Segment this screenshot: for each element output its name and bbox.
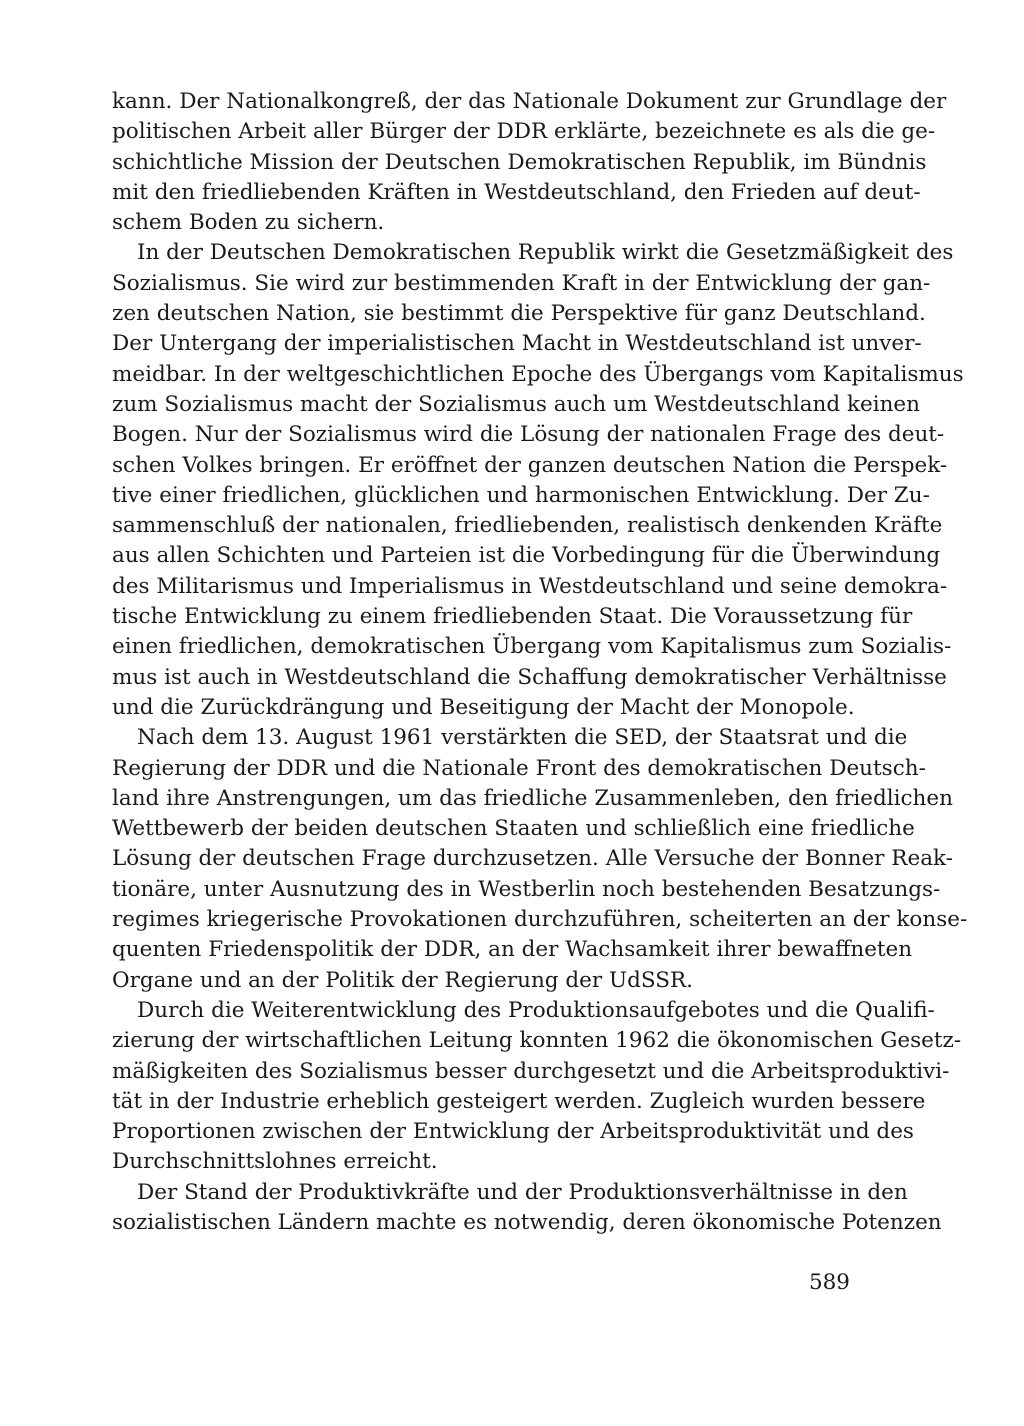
text-line: schem Boden zu sichern. [112,210,385,236]
paragraph [112,1178,942,1239]
text-line: des Militarismus und Imperialismus in Westdeutschland und seine demokra- [112,573,948,599]
text-line: tät in der Industrie erheblich gesteigert werden. Zugleich wurden bessere [112,1088,926,1114]
text-line: und die Zurückdrängung und Beseitigung der Macht der Monopole. [112,694,855,720]
text-line: Bogen. Nur der Sozialismus wird die Lösung der nationalen Frage des deut- [112,422,945,448]
text-line: Der Stand der Produktivkräfte und der Produktionsverhältnisse in den [137,1179,908,1205]
text-line: tionäre, unter Ausnutzung des in Westberlin noch bestehenden Besatzungs- [112,876,941,902]
text-line: quenten Friedenspolitik der DDR, an der Wachsamkeit ihrer bewaffneten [112,937,913,963]
text-line: Wettbewerb der beiden deutschen Staaten und schließlich eine friedliche [112,816,915,842]
paragraph [112,238,964,723]
body-text [112,87,968,1238]
text-line: land ihre Anstrengungen, um das friedliche Zusammenleben, den friedlichen [112,785,953,811]
text-line: Nach dem 13. August 1961 verstärkten die SED, der Staatsrat und die [137,725,908,751]
text-line: tive einer friedlichen, glücklichen und harmonischen Entwicklung. Der Zu- [112,482,930,508]
text-line: Durchschnittslohnes erreicht. [112,1149,438,1175]
text-line: schen Volkes bringen. Er eröffnet der ganzen deutschen Nation die Perspek- [112,452,948,478]
text-line: regimes kriegerische Provokationen durchzuführen, scheiterten an der konse- [112,907,968,933]
text-line: schichtliche Mission der Deutschen Demokratischen Republik, im Bündnis [112,149,927,175]
paragraph [112,996,962,1178]
text-line: Lösung der deutschen Frage durchzusetzen. Alle Versuche der Bonner Reak- [112,846,953,872]
text-line: Durch die Weiterentwicklung des Produktionsaufgebotes und die Qualifi- [137,997,935,1023]
text-line: meidbar. In der weltgeschichtlichen Epoche des Übergangs vom Kapitalismus [112,361,964,387]
text-line: zen deutschen Nation, sie bestimmt die Perspektive für ganz Deutschland. [112,301,926,327]
text-line: sammenschluß der nationalen, friedliebenden, realistisch denkenden Kräfte [112,513,943,539]
text-line: Der Untergang der imperialistischen Macht in Westdeutschland ist unver- [112,331,922,357]
text-line: Organe und an der Politik der Regierung der UdSSR. [112,967,693,993]
text-line: politischen Arbeit aller Bürger der DDR erklärte, bezeichnete es als die ge- [112,119,936,145]
text-line: tische Entwicklung zu einem friedliebenden Staat. Die Voraussetzung für [112,604,913,630]
text-line: kann. Der Nationalkongreß, der das Nationale Dokument zur Grundlage der [112,89,947,114]
text-line: sozialistischen Ländern machte es notwendig, deren ökonomische Potenzen [112,1209,942,1235]
page-number: 589 [808,1270,850,1295]
text-line: mäßigkeiten des Sozialismus besser durchgesetzt und die Arbeitsproduktivi- [112,1058,950,1084]
paragraph [112,87,947,238]
text-line: Sozialismus. Sie wird zur bestimmenden Kraft in der Entwicklung der gan- [112,270,931,296]
text-line: zum Sozialismus macht der Sozialismus auch um Westdeutschland keinen [112,391,921,417]
text-line: aus allen Schichten und Parteien ist die Vorbedingung für die Überwindung [112,543,941,569]
text-line: In der Deutschen Demokratischen Republik wirkt die Gesetzmäßigkeit des [137,240,954,266]
text-line: mus ist auch in Westdeutschland die Schaffung demokratischer Verhältnisse [112,664,947,690]
text-line: einen friedlichen, demokratischen Übergang vom Kapitalismus zum Sozialis- [112,634,952,660]
text-line: Regierung der DDR und die Nationale Front des demokratischen Deutsch- [112,755,926,781]
text-line: zierung der wirtschaftlichen Leitung konnten 1962 die ökonomischen Gesetz- [112,1028,962,1054]
text-line: Proportionen zwischen der Entwicklung der Arbeitsproduktivität und des [112,1119,914,1145]
paragraph [112,723,968,996]
text-line: mit den friedliebenden Kräften in Westdeutschland, den Frieden auf deut- [112,179,921,205]
